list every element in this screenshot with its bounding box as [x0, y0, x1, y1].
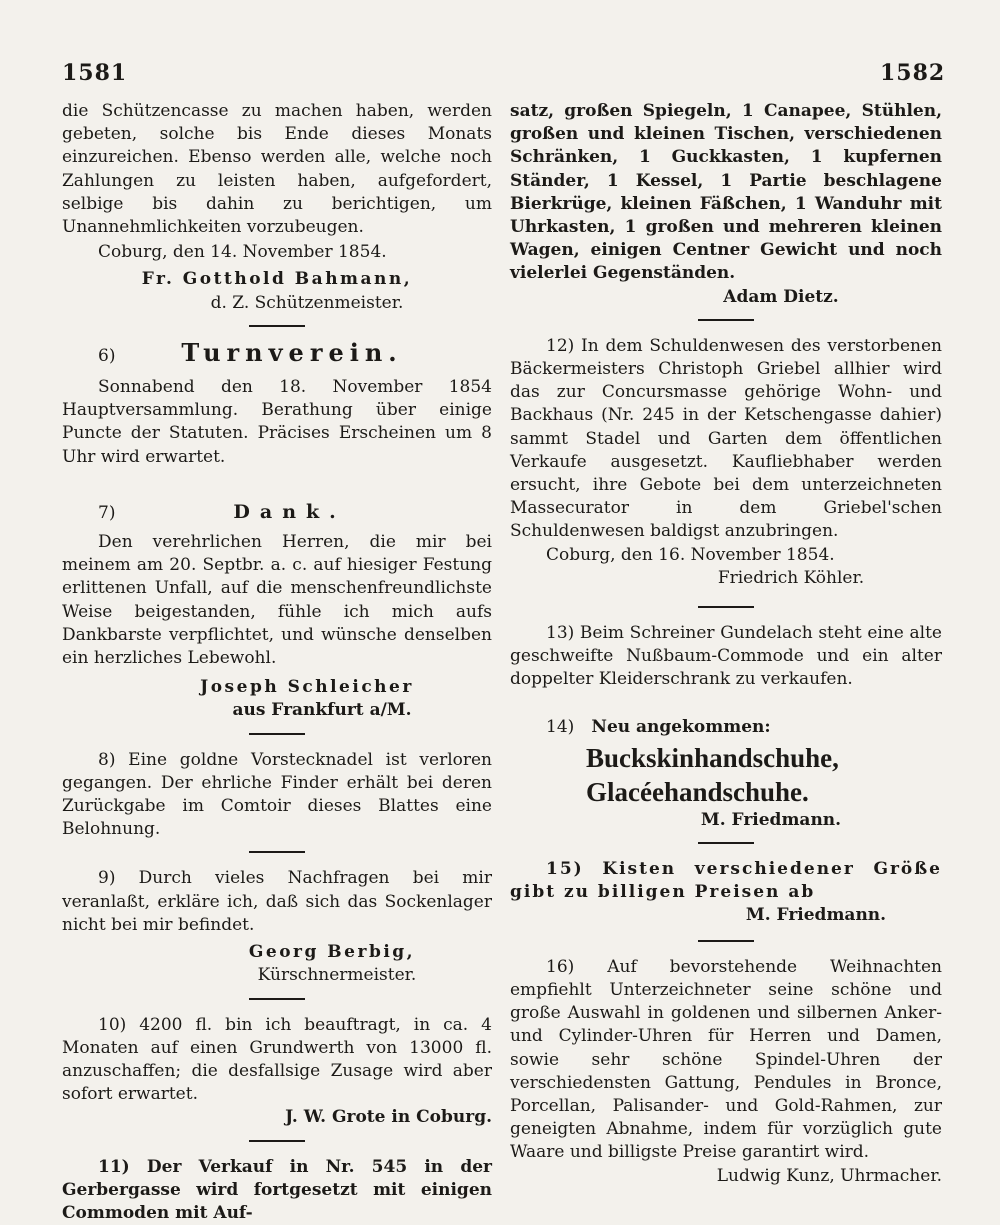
notice-14-header — [510, 716, 942, 739]
notice-9-text: 9) Durch vieles Nachfragen bei mir veranlaßt, erkläre ich, daß sich das Sockenlager nicht bei mir befindet. — [62, 868, 492, 935]
notice-9-signature-title: Kürschnermeister. — [257, 965, 417, 986]
notice-7-header — [62, 501, 492, 525]
separator-rule — [249, 998, 305, 1000]
separator-rule — [698, 319, 754, 321]
left-column — [62, 100, 492, 1225]
notice-12-date: Coburg, den 16. November 1854. — [546, 544, 835, 565]
notice-7-number: 7) — [98, 502, 116, 523]
notice-11-signature: Adam Dietz. — [723, 286, 839, 307]
notice-6-text: Sonnabend den 18. November 1854 Hauptversammlung. Berathung über einige Puncte der Statuten. Präcises Erscheinen um 8 Uhr wird erwartet. — [62, 377, 492, 467]
notice-7-text: Den verehrlichen Herren, die mir bei meinem am 20. Septbr. a. c. auf hiesiger Festung erlittenen Unfall, auf die menschenfreundlichste Weise beigestanden, fühle ich mich aufs Dankbarste verpflichtet, und wünsche denselben ein herzliches Lebewohl. — [62, 532, 492, 669]
notice-14-intro: Neu angekommen: — [591, 716, 771, 737]
notice-8-text: 8) Eine goldne Vorstecknadel ist verloren gegangen. Der ehrliche Finder erhält bei deren Zurückgabe im Comtoir dieses Blattes eine Belohnung. — [62, 749, 492, 840]
separator-rule — [249, 851, 305, 853]
notice-5-signature: Fr. Gotthold Bahmann, — [141, 269, 413, 290]
notice-12-signature: Friedrich Köhler. — [717, 567, 865, 588]
notice-10-signature: J. W. Grote in Coburg. — [285, 1107, 492, 1128]
separator-rule — [249, 1140, 305, 1142]
right-column — [510, 100, 942, 1188]
notice-7-signature-place: aus Frankfurt a/M. — [232, 700, 412, 721]
notice-9-signature: Georg Berbig, — [248, 942, 416, 963]
notice-14-number: 14) — [546, 716, 575, 737]
notice-12-text: 12) In dem Schuldenwesen des verstorbenen Bäckermeisters Christoph Griebel allhier wird das zur Concursmasse gehörige Wohn- und Backhaus (Nr. 245 in der Ketschengasse dahier) sammt Stadel und Garten dem öffentlichen Verkaufe ausgesetzt. Kaufliebhaber werden ersucht, ihre Gebote bei dem unterzeichneten Massecurator in dem Griebel'schen Schuldenwesen baldigst anzubringen. — [510, 335, 942, 542]
notice-7-signature: Joseph Schleicher — [200, 677, 414, 698]
notice-5-text: die Schützencasse zu machen haben, werden gebeten, solche bis Ende dieses Monats einzureichen. Ebenso werden alle, welche noch Zahlungen zu leisten haben, aufgefordert, selbige bis dahin zu berichtigen, um Unannehmlichkeiten vorzubeugen. — [62, 101, 492, 238]
separator-rule — [698, 606, 754, 608]
right-page-number: 1582 — [880, 60, 946, 86]
separator-rule — [249, 325, 305, 327]
separator-rule — [698, 940, 754, 942]
notice-15-text: 15) Kisten verschiedener Größe gibt zu billigen Preisen ab — [510, 859, 942, 903]
notice-5-date: Coburg, den 14. November 1854. — [98, 242, 387, 263]
notice-6-heading: Turnverein. — [181, 337, 403, 367]
notice-14-signature: M. Friedmann. — [700, 809, 842, 830]
notice-7-heading: Dank. — [233, 500, 346, 523]
separator-rule — [698, 842, 754, 844]
notice-5-signature-title: d. Z. Schützenmeister. — [210, 292, 404, 313]
notice-13-text: 13) Beim Schreiner Gundelach steht eine alte geschweifte Nußbaum-Commode und ein alter doppelter Kleiderschrank zu verkaufen. — [510, 623, 942, 690]
notice-16-text: 16) Auf bevorstehende Weihnachten empfiehlt Unterzeichneter seine schöne und große Auswahl in goldenen und silbernen Anker- und Cylinder-Uhren für Herren und Damen, sowie sehr schöne Spindel-Uhren der verschiedensten Gattung, Pendules in Bronce, Porcellan, Palisander- und Gold-Rahmen, zur geneigten Abnahme, indem für vorzüglich gute Waare und billigste Preise garantirt wird. — [510, 956, 942, 1163]
notice-6-number: 6) — [98, 345, 116, 366]
notice-14-item-2: Glacéehandschuhe. — [586, 776, 809, 807]
notice-15-signature: M. Friedmann. — [745, 905, 887, 926]
notice-11-continued: satz, großen Spiegeln, 1 Canapee, Stühlen, großen und kleinen Tischen, verschiedenen Schränken, 1 Guckkasten, 1 kupfernen Ständer, 1 Kessel, 1 Partie beschlagene Bierkrüge, kleinen Fäßchen, 1 Wanduhr mit Uhrkasten, 1 großen und mehreren kleinen Wagen, einigen Centner Gewicht und noch vielerlei Gegenständen. — [510, 101, 942, 284]
notice-10-text: 10) 4200 fl. bin ich beauftragt, in ca. 4 Monaten auf einen Grundwerth von 13000 fl. anzuschaffen; die desfallsige Zusage wird aber sofort erwartet. — [62, 1014, 492, 1105]
separator-rule — [249, 733, 305, 735]
left-page-number: 1581 — [62, 60, 128, 86]
notice-16-signature: Ludwig Kunz, Uhrmacher. — [716, 1165, 942, 1186]
notice-14-item-1: Buckskinhandschuhe, — [586, 742, 839, 773]
notice-11-text: 11) Der Verkauf in Nr. 545 in der Gerbergasse wird fortgesetzt mit einigen Commoden mit Auf- — [62, 1156, 492, 1223]
notice-6-header — [62, 337, 492, 368]
